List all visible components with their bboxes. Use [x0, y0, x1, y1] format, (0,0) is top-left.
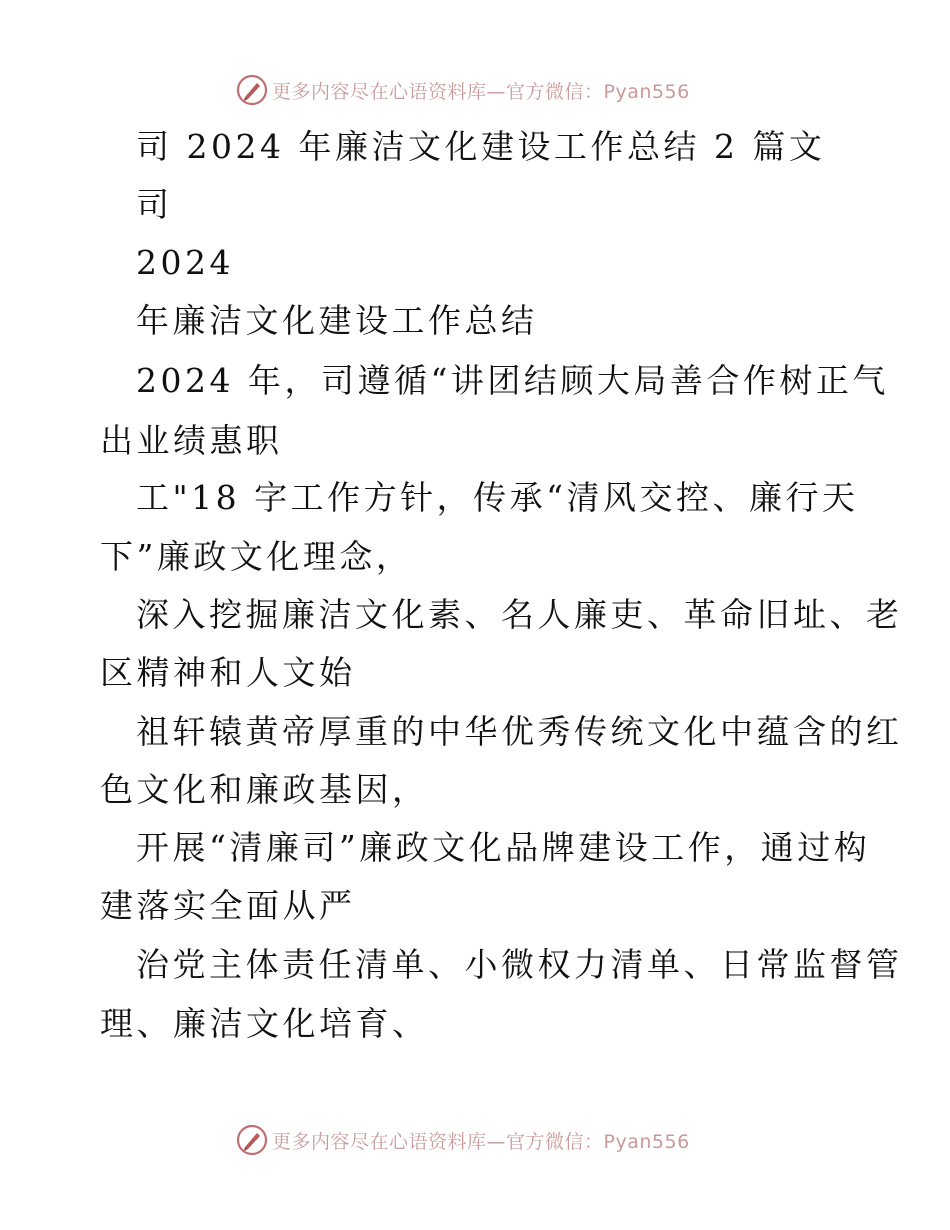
- watermark-text: 更多内容尽在心语资料库—官方微信：Pyan556: [272, 80, 690, 103]
- text-line: 建落实全面从严: [100, 886, 356, 925]
- text-line: 2024: [136, 243, 234, 282]
- text-line: 祖轩辕黄帝厚重的中华优秀传统文化中蕴含的红: [136, 712, 903, 751]
- watermark-banner-top: [236, 74, 690, 106]
- text-line: 开展“清廉司”廉政文化品牌建设工作，通过构: [136, 828, 871, 867]
- heading-line: 年廉洁文化建设工作总结: [136, 301, 538, 340]
- text-line: 色文化和廉政基因，: [100, 770, 429, 809]
- text-line: 司: [136, 185, 173, 224]
- text-line: 出业绩惠职: [100, 421, 283, 460]
- text-line: 治党主体责任清单、小微权力清单、日常监督管: [136, 945, 903, 984]
- text-line: 2024 年，司遵循“讲团结顾大局善合作树正气: [136, 361, 889, 400]
- text-line: 区精神和人文始: [100, 653, 356, 692]
- text-line: 工"18 字工作方针，传承“清风交控、廉行天: [136, 478, 859, 517]
- watermark-text: 更多内容尽在心语资料库—官方微信：Pyan556: [272, 1130, 690, 1153]
- text-line: 理、廉洁文化培育、: [100, 1004, 429, 1043]
- pen-circle-logo-icon: [236, 1124, 268, 1156]
- text-line: 下”廉政文化理念，: [100, 537, 413, 576]
- text-line: 司 2024 年廉洁文化建设工作总结 2 篇文: [136, 127, 826, 166]
- text-line: 深入挖掘廉洁文化素、名人廉吏、革命旧址、老: [136, 595, 903, 634]
- pen-circle-logo-icon: [236, 74, 268, 106]
- watermark-banner-bottom: [236, 1124, 690, 1156]
